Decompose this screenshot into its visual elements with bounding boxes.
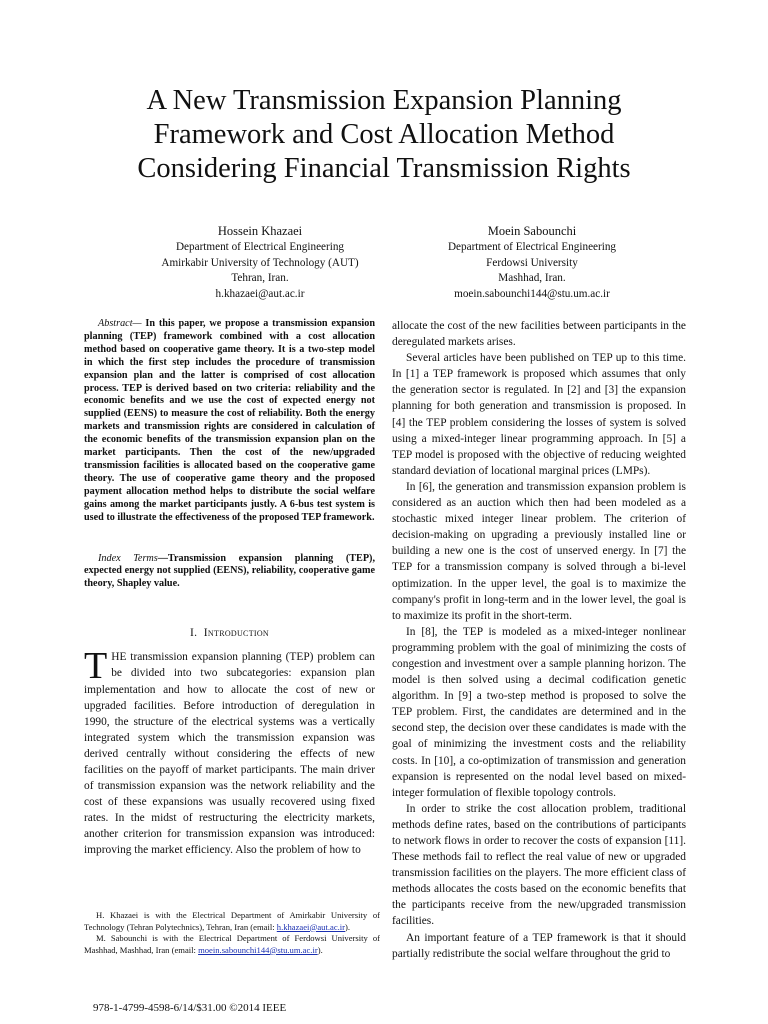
- section-title: Introduction: [203, 626, 269, 640]
- left-column: [84, 318, 375, 859]
- author-affiliation: Department of Electrical Engineering: [175, 241, 345, 253]
- author-email[interactable]: h.khazaei@aut.ac.ir: [215, 287, 305, 300]
- copyright-line: 978-1-4799-4598-6/14/$31.00 ©2014 IEEE: [93, 1002, 287, 1014]
- drop-cap: T: [84, 645, 108, 688]
- abstract-label: Abstract—: [98, 318, 142, 329]
- body-paragraph: In [8], the TEP is modeled as a mixed-integer nonlinear programming problem with the goal of minimizing the costs of congestion and investment over a sample planning horizon. The model is then solved using a decimal codification genetic algorithm. In [9] a two-step method is proposed to solve the TEP problem. First, the candidates are determined and in the second step, the decision over these candidates is made with the goal of minimizing the investment costs and the reliability costs. In [10], a co-optimization of transmission and generation expansion is represented on the nodal level based on mixed-integer formulation of flexible topology controls.: [392, 625, 686, 799]
- title-line: A New Transmission Expansion Planning: [146, 85, 622, 116]
- footnotes: [84, 910, 380, 956]
- author-block-1: [110, 222, 410, 302]
- author-affiliation: Ferdowsi University: [486, 256, 578, 269]
- index-terms-label: Index Terms: [98, 552, 158, 564]
- body-paragraph: allocate the cost of the new facilities between participants in the deregulated markets arises.: [392, 320, 686, 349]
- author-affiliation: Department of Electrical Engineering: [447, 241, 617, 253]
- footnote-email-link[interactable]: moein.sabounchi144@stu.um.ac.ir: [198, 944, 318, 955]
- body-paragraph: An important feature of a TEP framework is that it should partially redistribute the social welfare throughout the grid to: [392, 931, 686, 960]
- body-paragraph: In order to strike the cost allocation problem, traditional methods define rates, based on the contributions of participants to network flows in order to recover the costs of expansion [11]. These methods fail to reflect the real value of new or upgraded transmission facilities on the players. The more efficient class of methods allocates the costs based on the economic benefits that the participants receive from the new/upgraded transmission facilities.: [392, 802, 686, 928]
- footnote-text: H. Khazaei is with the Electrical Department of Amirkabir University of Technology (Tehran Polytechnics), Tehran, Iran (email:: [84, 910, 380, 932]
- right-column: [392, 318, 686, 962]
- footnote: [84, 910, 380, 933]
- author-name: Hossein Khazaei: [217, 224, 303, 238]
- author-name: Moein Sabounchi: [487, 224, 577, 238]
- abstract-text: In this paper, we propose a transmission expansion planning (TEP) framework combined with a cost allocation method based on cooperative game theory. It is a two-step model in which the first step includes the procedure of transmission expansion plan and the latter is comprised of cost allocation process. TEP is derived based on two criteria: reliability and the economic benefits and we use the cost of expected energy not supplied (EENS) to measure the cost of reliability. Both the energy markets and transmission rights are considered in calculation of the economic benefits of the transmission expansion plan on the market participants. Then the cost of the new/upgraded transmission facilities is allocated based on the cooperative game theory. The use of cooperative game theory and the proposed payment allocation method helps to distribute the social welfare gains among the market participants justly. A 6-bus test system is used to illustrate the effectiveness of the proposed TEP framework.: [84, 318, 375, 523]
- index-terms-text: —Transmission expansion planning (TEP), expected energy not supplied (EENS), reliability, cooperative game theory, Shapley value.: [84, 552, 375, 590]
- section-heading: [84, 625, 375, 641]
- author-affiliation: Amirkabir University of Technology (AUT): [161, 256, 359, 269]
- footnote-email-link[interactable]: h.khazaei@aut.ac.ir: [276, 921, 346, 932]
- abstract: [84, 318, 375, 525]
- intro-paragraph: [84, 645, 375, 858]
- index-terms: [84, 553, 375, 592]
- body-paragraph: In [6], the generation and transmission expansion problem is considered as an auction which then had been modeled as a stochastic mixed integer linear problem. The criterion of decision-making on upgrading a previously installed line or building a new one is the cost of unserved energy. In [7] the TEP for a transmission company is solved through a bi-level optimization. In the upper level, the goal is to maximize the company's profit in long-term and in the lower level, the goal is to maximize its profit in the short-term.: [392, 480, 686, 622]
- author-email[interactable]: moein.sabounchi144@stu.um.ac.ir: [454, 287, 610, 300]
- author-affiliation: Mashhad, Iran.: [498, 272, 566, 284]
- footnote-text: M. Sabounchi is with the Electrical Department of Ferdowsi University of Mashhad, Mashhad, Iran (email:: [84, 933, 380, 955]
- footnote-text-end: ).: [345, 921, 351, 932]
- title-line: Framework and Cost Allocation Method: [153, 119, 615, 150]
- title-line: Considering Financial Transmission Rights: [137, 153, 631, 184]
- author-affiliation: Tehran, Iran.: [231, 272, 289, 284]
- footnote-text-end: ).: [317, 944, 323, 955]
- body-paragraph: Several articles have been published on TEP up to this time. In [1] a TEP framework is proposed which assumes that only the generation sector is regulated. In [2] and [3] the expansion planning for both generation and transmission is proposed. In [4] the TEP problem considering the losses of system is solved using a mixed-integer linear programming approach. In [5] a TEP model is proposed with the objective of reducing weighted standard deviation of locational marginal prices (LMPs).: [392, 352, 686, 477]
- intro-paragraph-text: HE transmission expansion planning (TEP) problem can be divided into two subcategories: expansion plan implementation and how to allocate the cost of new or upgraded facilities. Before introduction of deregulation in 1990, the structure of the electrical systems was a vertically integrated system which the transmission expansion was derived centrally without considering the effects of new facilities on the payoff of market participants. The main driver of transmission expansion was the network reliability and the cost of these expansions was usually recovered using fixed rates. In the midst of restructuring the electricity markets, another criterion for transmission expansion was introduced: improving the market efficiency. Also the problem of how to: [84, 651, 375, 857]
- author-block-2: [382, 222, 682, 302]
- paper-title: [60, 84, 708, 186]
- footnote: [84, 933, 380, 956]
- section-number: I.: [190, 626, 198, 640]
